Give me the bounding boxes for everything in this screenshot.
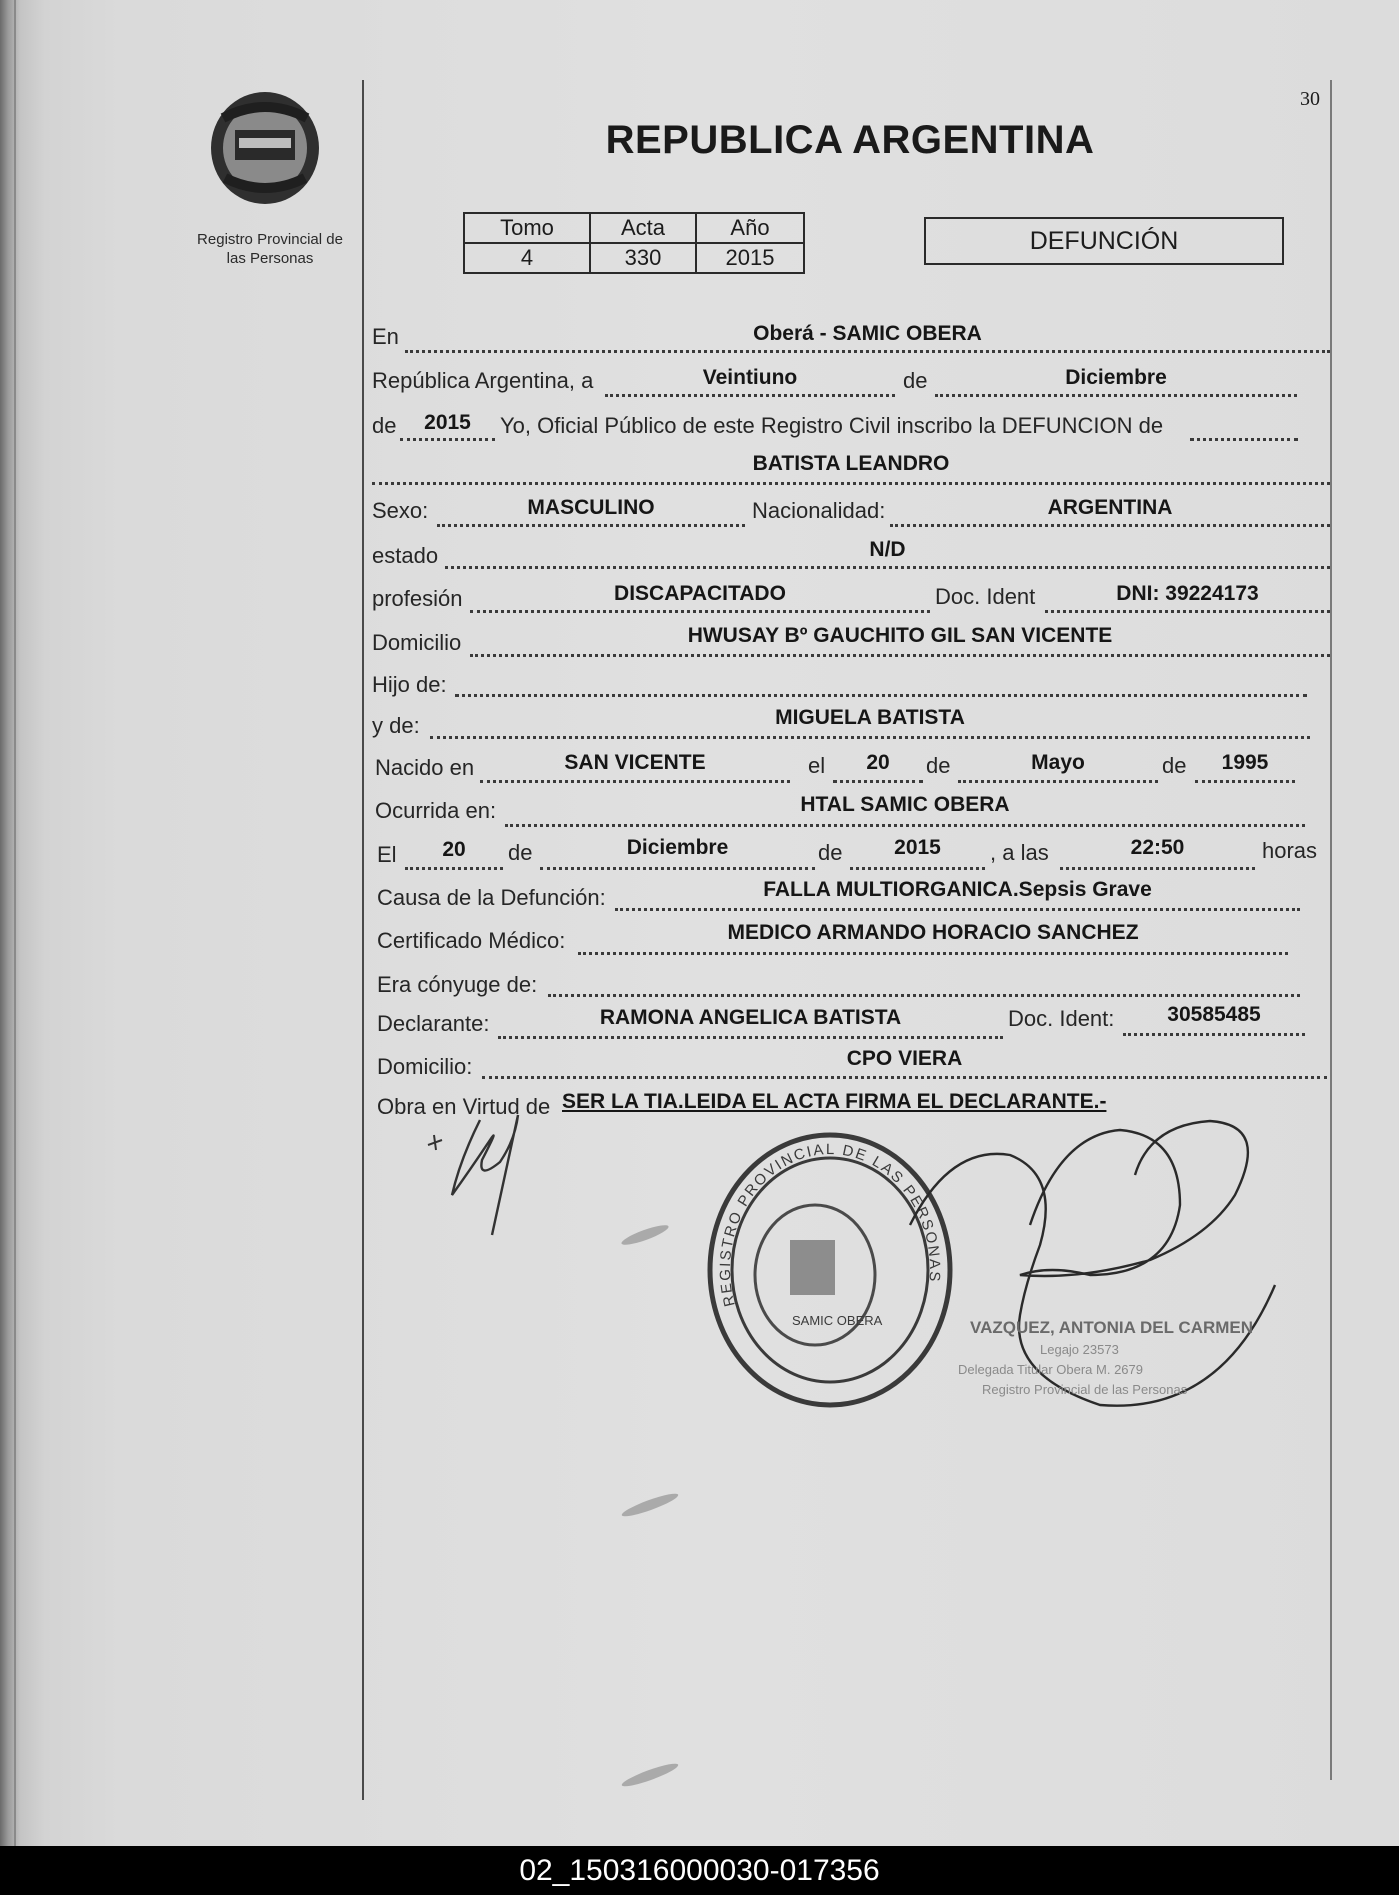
death-year-line [850, 867, 985, 870]
obra-label: Obra en Virtud de [377, 1094, 551, 1119]
ocurrida-line [505, 824, 1305, 827]
death-time-line [1060, 867, 1255, 870]
el-label: el [808, 753, 826, 778]
birth-month-line [958, 780, 1158, 783]
nacionalidad-value: ARGENTINA [1047, 496, 1173, 519]
nacido-place-line [480, 780, 790, 783]
doc-ident-label: Doc. Ident [935, 584, 1036, 609]
doc-ident-value: DNI: 39224173 [1116, 582, 1259, 605]
domicilio-value-2: CPO VIERA [846, 1047, 963, 1070]
nacionalidad-line [890, 524, 1330, 527]
ocurrida-label: Ocurrida en: [375, 798, 497, 823]
reference-table [463, 212, 805, 274]
record-type-box: DEFUNCIÓN [924, 217, 1284, 265]
death-day-line [405, 867, 503, 870]
official-title: Delegada Titular Obera M. 2679 [958, 1362, 1143, 1377]
alas-label: , a las [990, 840, 1049, 865]
conyuge-label: Era cónyuge de: [377, 972, 538, 997]
scan-smudge [620, 1222, 670, 1248]
declarant-initials-signature [420, 1100, 560, 1240]
value-anio: 2015 [696, 243, 804, 273]
deceased-name: BATISTA LEANDRO [752, 452, 950, 475]
declarante-label: Declarante: [377, 1011, 490, 1036]
hijo-line [455, 694, 1307, 697]
day-line [605, 394, 895, 397]
birth-day-line [833, 780, 923, 783]
de-label-1: de [903, 368, 928, 393]
sexo-value: MASCULINO [527, 496, 655, 519]
header-acta: Acta [590, 213, 696, 243]
domicilio-label-2: Domicilio: [377, 1054, 473, 1079]
en-line [405, 350, 1330, 353]
declarante-line [498, 1036, 1003, 1039]
registry-label [180, 230, 360, 268]
de-label-2: de [372, 413, 397, 438]
reference-value-row [464, 243, 804, 273]
death-year: 2015 [894, 836, 941, 859]
profesion-line [470, 610, 930, 613]
nacido-label: Nacido en [375, 755, 475, 780]
left-margin-rule [362, 80, 364, 1800]
official-registry: Registro Provincial de las Personas [982, 1382, 1188, 1397]
estado-line [445, 566, 1330, 569]
oficial-line [1190, 438, 1298, 441]
domicilio-label: Domicilio [372, 630, 462, 655]
republica-label: República Argentina, a [372, 368, 594, 393]
yde-value: MIGUELA BATISTA [775, 706, 965, 729]
stamp-inner-text: SAMIC OBERA [792, 1313, 883, 1328]
scan-smudge [620, 1760, 680, 1790]
estado-label: estado [372, 543, 439, 568]
doc-ident-value-2: 30585485 [1167, 1003, 1261, 1026]
nacionalidad-label: Nacionalidad: [752, 498, 886, 523]
official-legajo: Legajo 23573 [1040, 1342, 1119, 1357]
official-name: VAZQUEZ, ANTONIA DEL CARMEN [970, 1318, 1254, 1337]
causa-value: FALLA MULTIORGANICA.Sepsis Grave [763, 878, 1152, 901]
de-label-4: de [1162, 753, 1187, 778]
death-month: Diciembre [626, 836, 729, 859]
year-line [400, 438, 495, 441]
en-value: Oberá - SAMIC OBERA [753, 322, 982, 345]
causa-line [615, 908, 1300, 911]
reference-header-row [464, 213, 804, 243]
binder-edge [14, 0, 16, 1850]
oficial-text: Yo, Oficial Público de este Registro Civil inscribo la DEFUNCION de [500, 413, 1164, 438]
death-month-line [540, 867, 815, 870]
year-value: 2015 [424, 411, 471, 434]
name-line [372, 482, 1330, 485]
file-id: 02_150316000030-017356 [519, 1854, 880, 1887]
obra-value: SER LA TIA.LEIDA EL ACTA FIRMA EL DECLARANTE.- [562, 1090, 1107, 1113]
certificado-line [578, 952, 1288, 955]
birth-year: 1995 [1221, 751, 1269, 774]
el-label-2: El [377, 842, 397, 867]
death-day: 20 [442, 838, 466, 861]
birth-year-line [1195, 780, 1295, 783]
de-label-3: de [926, 753, 951, 778]
header-tomo: Tomo [464, 213, 590, 243]
month-value: Diciembre [1065, 366, 1167, 389]
registry-label-line2: las Personas [226, 250, 314, 267]
horas-label: horas [1262, 838, 1318, 863]
birth-day: 20 [866, 751, 890, 774]
domicilio-value: HWUSAY Bº GAUCHITO GIL SAN VICENTE [687, 624, 1113, 647]
month-line [935, 394, 1297, 397]
page-title: REPUBLICA ARGENTINA [605, 118, 1095, 162]
certificado-value: MEDICO ARMANDO HORACIO SANCHEZ [727, 921, 1139, 944]
right-margin-rule [1330, 80, 1332, 1780]
birth-month: Mayo [1031, 751, 1085, 774]
de-label-5: de [508, 840, 533, 865]
official-signature [880, 1115, 1290, 1425]
sexo-label: Sexo: [372, 498, 429, 523]
nacido-place: SAN VICENTE [564, 751, 706, 774]
causa-label: Causa de la Defunción: [377, 885, 606, 910]
profesion-value: DISCAPACITADO [614, 582, 786, 605]
scan-smudge [620, 1490, 680, 1520]
value-tomo: 4 [464, 243, 590, 273]
stamp-ring-text: REGISTRO PROVINCIAL DE LAS PERSONAS [716, 1141, 944, 1309]
value-acta: 330 [590, 243, 696, 273]
header-anio: Año [696, 213, 804, 243]
domicilio-line [470, 654, 1330, 657]
en-label: En [372, 324, 399, 349]
yde-line [430, 736, 1310, 739]
declarante-value: RAMONA ANGELICA BATISTA [599, 1006, 902, 1029]
ocurrida-value: HTAL SAMIC OBERA [800, 793, 1010, 816]
misiones-seal [205, 88, 325, 208]
hijo-label: Hijo de: [372, 672, 447, 697]
estado-value: N/D [869, 538, 906, 561]
page-number: 30 [1300, 88, 1320, 110]
profesion-label: profesión [372, 586, 463, 611]
sexo-line [437, 524, 745, 527]
de-label-6: de [818, 840, 843, 865]
death-time: 22:50 [1130, 836, 1185, 859]
domicilio-line-2 [482, 1076, 1327, 1079]
certificado-label: Certificado Médico: [377, 928, 566, 953]
conyuge-line [548, 994, 1300, 997]
yde-label: y de: [372, 713, 420, 738]
doc-ident-line [1045, 610, 1330, 613]
doc-ident-line-2 [1123, 1033, 1305, 1036]
doc-ident-label-2: Doc. Ident: [1008, 1006, 1115, 1031]
registry-label-line1: Registro Provincial de [197, 231, 343, 248]
day-words: Veintiuno [702, 366, 798, 389]
